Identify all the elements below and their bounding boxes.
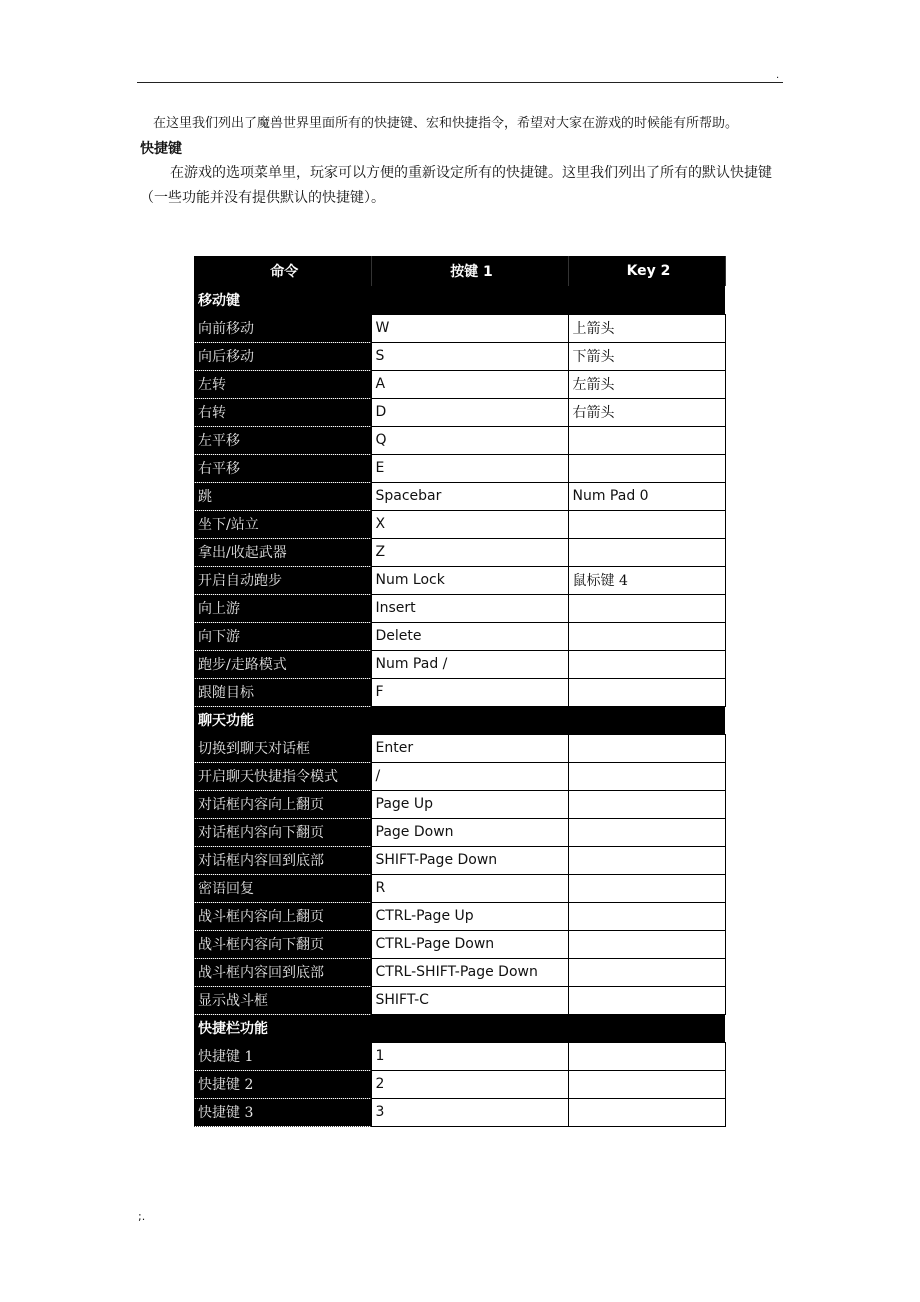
key2-cell <box>568 678 725 706</box>
command-cell: 密语回复 <box>194 874 371 902</box>
key1-cell: 3 <box>371 1098 568 1126</box>
key2-cell <box>568 426 725 454</box>
command-cell: 快捷键 2 <box>194 1070 371 1098</box>
table-row <box>194 538 725 566</box>
table-row <box>194 622 725 650</box>
key2-cell: 右箭头 <box>568 398 725 426</box>
key2-cell <box>568 958 725 986</box>
group-row <box>194 286 725 314</box>
key1-cell: R <box>371 874 568 902</box>
table-row <box>194 846 725 874</box>
table-body <box>194 286 725 1126</box>
key1-cell: Delete <box>371 622 568 650</box>
key2-cell <box>568 622 725 650</box>
header-mark: . <box>776 70 780 81</box>
table-row <box>194 1042 725 1070</box>
key2-cell <box>568 790 725 818</box>
group-row <box>194 706 725 734</box>
command-cell: 跟随目标 <box>194 678 371 706</box>
key1-cell: X <box>371 510 568 538</box>
header-rule <box>137 82 783 83</box>
table-row <box>194 986 725 1014</box>
intro-text: 在这里我们列出了魔兽世界里面所有的快捷键、宏和快捷指令，希望对大家在游戏的时候能有所帮助。 <box>153 116 739 131</box>
key1-cell: Z <box>371 538 568 566</box>
command-cell: 对话框内容向下翻页 <box>194 818 371 846</box>
header-key1: 按键 1 <box>371 256 568 286</box>
command-cell: 向下游 <box>194 622 371 650</box>
command-cell: 快捷键 1 <box>194 1042 371 1070</box>
command-cell: 坐下/站立 <box>194 510 371 538</box>
table-row <box>194 398 725 426</box>
group-title: 快捷栏功能 <box>194 1014 725 1042</box>
key1-cell: Enter <box>371 734 568 762</box>
key1-cell: D <box>371 398 568 426</box>
key1-cell: F <box>371 678 568 706</box>
key1-cell: S <box>371 342 568 370</box>
group-row <box>194 1014 725 1042</box>
table-row <box>194 762 725 790</box>
table-row <box>194 958 725 986</box>
group-title: 聊天功能 <box>194 706 725 734</box>
table-row <box>194 370 725 398</box>
command-cell: 跳 <box>194 482 371 510</box>
key1-cell: / <box>371 762 568 790</box>
table-row <box>194 594 725 622</box>
key2-cell: 下箭头 <box>568 342 725 370</box>
command-cell: 快捷键 3 <box>194 1098 371 1126</box>
header-command: 命令 <box>194 256 371 286</box>
key1-cell: Page Up <box>371 790 568 818</box>
table-row <box>194 734 725 762</box>
table-row <box>194 454 725 482</box>
key1-cell: Num Lock <box>371 566 568 594</box>
command-cell: 对话框内容向上翻页 <box>194 790 371 818</box>
table-row <box>194 1098 725 1126</box>
key2-cell <box>568 874 725 902</box>
key2-cell <box>568 454 725 482</box>
command-cell: 向后移动 <box>194 342 371 370</box>
key2-cell: 上箭头 <box>568 314 725 342</box>
key2-cell <box>568 930 725 958</box>
command-cell: 拿出/收起武器 <box>194 538 371 566</box>
key2-cell <box>568 902 725 930</box>
command-cell: 切换到聊天对话框 <box>194 734 371 762</box>
command-cell: 向上游 <box>194 594 371 622</box>
table-row <box>194 874 725 902</box>
key2-cell <box>568 594 725 622</box>
key2-cell: 左箭头 <box>568 370 725 398</box>
key2-cell <box>568 538 725 566</box>
table-row <box>194 510 725 538</box>
key2-cell <box>568 846 725 874</box>
key2-cell <box>568 1098 725 1126</box>
intro-paragraph: 在游戏的选项菜单里，玩家可以方便的重新设定所有的快捷键。这里我们列出了所有的默认快捷键（一些功能并没有提供默认的快捷键）。 <box>140 165 772 206</box>
key1-cell: CTRL-Page Up <box>371 902 568 930</box>
key1-cell: Insert <box>371 594 568 622</box>
key2-cell <box>568 762 725 790</box>
command-cell: 左转 <box>194 370 371 398</box>
key2-cell <box>568 650 725 678</box>
table-row <box>194 566 725 594</box>
key1-cell: W <box>371 314 568 342</box>
table-row <box>194 342 725 370</box>
key2-cell: 鼠标键 4 <box>568 566 725 594</box>
table-row <box>194 790 725 818</box>
key1-cell: CTRL-SHIFT-Page Down <box>371 958 568 986</box>
key1-cell: SHIFT-C <box>371 986 568 1014</box>
command-cell: 开启聊天快捷指令模式 <box>194 762 371 790</box>
key2-cell <box>568 986 725 1014</box>
table-row <box>194 902 725 930</box>
command-cell: 对话框内容回到底部 <box>194 846 371 874</box>
footer-mark: ;. <box>138 1210 146 1223</box>
table-row <box>194 482 725 510</box>
key1-cell: SHIFT-Page Down <box>371 846 568 874</box>
command-cell: 向前移动 <box>194 314 371 342</box>
command-cell: 右平移 <box>194 454 371 482</box>
key2-cell: Num Pad 0 <box>568 482 725 510</box>
key1-cell: A <box>371 370 568 398</box>
key1-cell: CTRL-Page Down <box>371 930 568 958</box>
header-key2: Key 2 <box>568 256 725 286</box>
command-cell: 左平移 <box>194 426 371 454</box>
command-cell: 战斗框内容向下翻页 <box>194 930 371 958</box>
key1-cell: Num Pad / <box>371 650 568 678</box>
table-row <box>194 650 725 678</box>
table-row <box>194 314 725 342</box>
key2-cell <box>568 818 725 846</box>
command-cell: 跑步/走路模式 <box>194 650 371 678</box>
table-row <box>194 678 725 706</box>
command-cell: 战斗框内容向上翻页 <box>194 902 371 930</box>
key2-cell <box>568 1070 725 1098</box>
section-title: 快捷键 <box>140 141 182 157</box>
key1-cell: E <box>371 454 568 482</box>
key1-cell: Q <box>371 426 568 454</box>
command-cell: 战斗框内容回到底部 <box>194 958 371 986</box>
key2-cell <box>568 734 725 762</box>
table-row <box>194 818 725 846</box>
command-cell: 显示战斗框 <box>194 986 371 1014</box>
table-header-row <box>194 256 725 286</box>
key1-cell: 2 <box>371 1070 568 1098</box>
command-cell: 右转 <box>194 398 371 426</box>
command-cell: 开启自动跑步 <box>194 566 371 594</box>
key2-cell <box>568 1042 725 1070</box>
key1-cell: 1 <box>371 1042 568 1070</box>
group-title: 移动键 <box>194 286 725 314</box>
key1-cell: Spacebar <box>371 482 568 510</box>
key2-cell <box>568 510 725 538</box>
table-row <box>194 930 725 958</box>
keybind-table <box>194 256 726 1127</box>
key1-cell: Page Down <box>371 818 568 846</box>
table-row <box>194 426 725 454</box>
table-row <box>194 1070 725 1098</box>
